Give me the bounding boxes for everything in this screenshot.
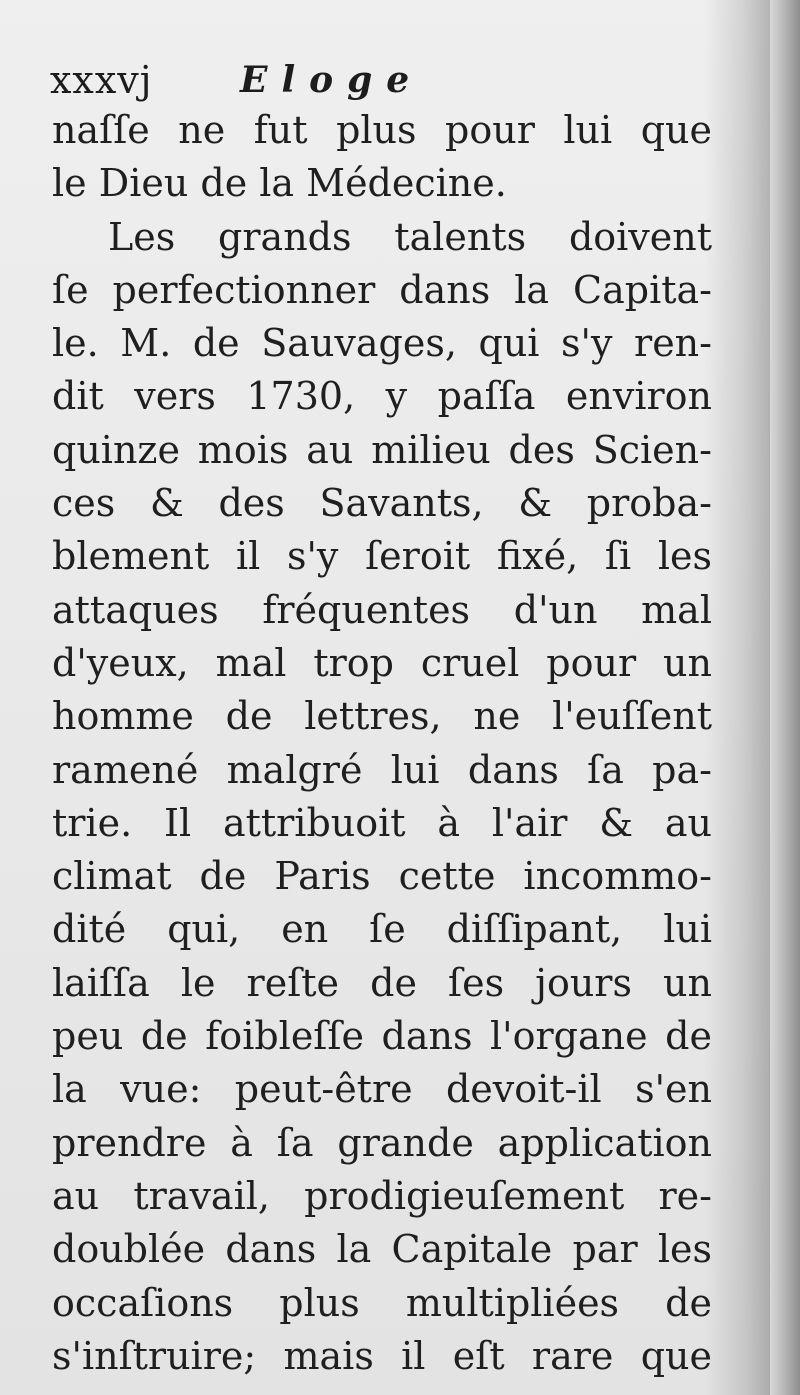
text-line: prendre à ſa grande application bbox=[52, 1120, 712, 1165]
running-title: Eloge bbox=[240, 59, 424, 101]
text-line: peu de foibleſſe dans l'organe de bbox=[52, 1014, 712, 1059]
text-line: trie. Il attribuoit à l'air & au bbox=[52, 800, 712, 845]
page-gutter-shadow bbox=[770, 0, 800, 1395]
text-line: dit vers 1730, y paſſa environ bbox=[52, 374, 712, 419]
text-line: occaſions plus multipliées de bbox=[52, 1280, 712, 1325]
text-line: s'inſtruire; mais il eſt rare que bbox=[52, 1333, 712, 1378]
text-line: ſe perfectionner dans la Capita- bbox=[52, 267, 712, 312]
text-line: quinze mois au milieu des Scien- bbox=[52, 427, 712, 472]
text-line: doublée dans la Capitale par les bbox=[52, 1227, 712, 1272]
text-line: attaques fréquentes d'un mal bbox=[52, 587, 712, 632]
page-number: xxxvj bbox=[50, 58, 153, 102]
text-line: blement il s'y ſeroit fixé, ſi les bbox=[52, 534, 712, 579]
running-header bbox=[50, 52, 750, 108]
text-line: le. M. de Sauvages, qui s'y ren- bbox=[52, 321, 712, 366]
text-line: homme de lettres, ne l'euſſent bbox=[52, 694, 712, 739]
text-line: naſſe ne fut plus pour lui que bbox=[52, 108, 712, 152]
body-text bbox=[52, 104, 712, 1383]
text-line: dité qui, en ſe diſſipant, lui bbox=[52, 907, 712, 952]
text-line: ces & des Savants, & proba- bbox=[52, 481, 712, 526]
text-line: le Dieu de la Médecine. bbox=[52, 161, 507, 206]
text-line: Les grands talents doivent bbox=[108, 214, 712, 259]
text-line: ramené malgré lui dans ſa pa- bbox=[52, 747, 712, 792]
text-line: au travail, prodigieuſement re- bbox=[52, 1173, 712, 1218]
text-line: la vue: peut-être devoit-il s'en bbox=[52, 1067, 712, 1112]
text-line: climat de Paris cette incommo- bbox=[52, 854, 712, 899]
text-line: d'yeux, mal trop cruel pour un bbox=[52, 640, 712, 685]
text-line: laiſſa le reſte de ſes jours un bbox=[52, 960, 712, 1005]
